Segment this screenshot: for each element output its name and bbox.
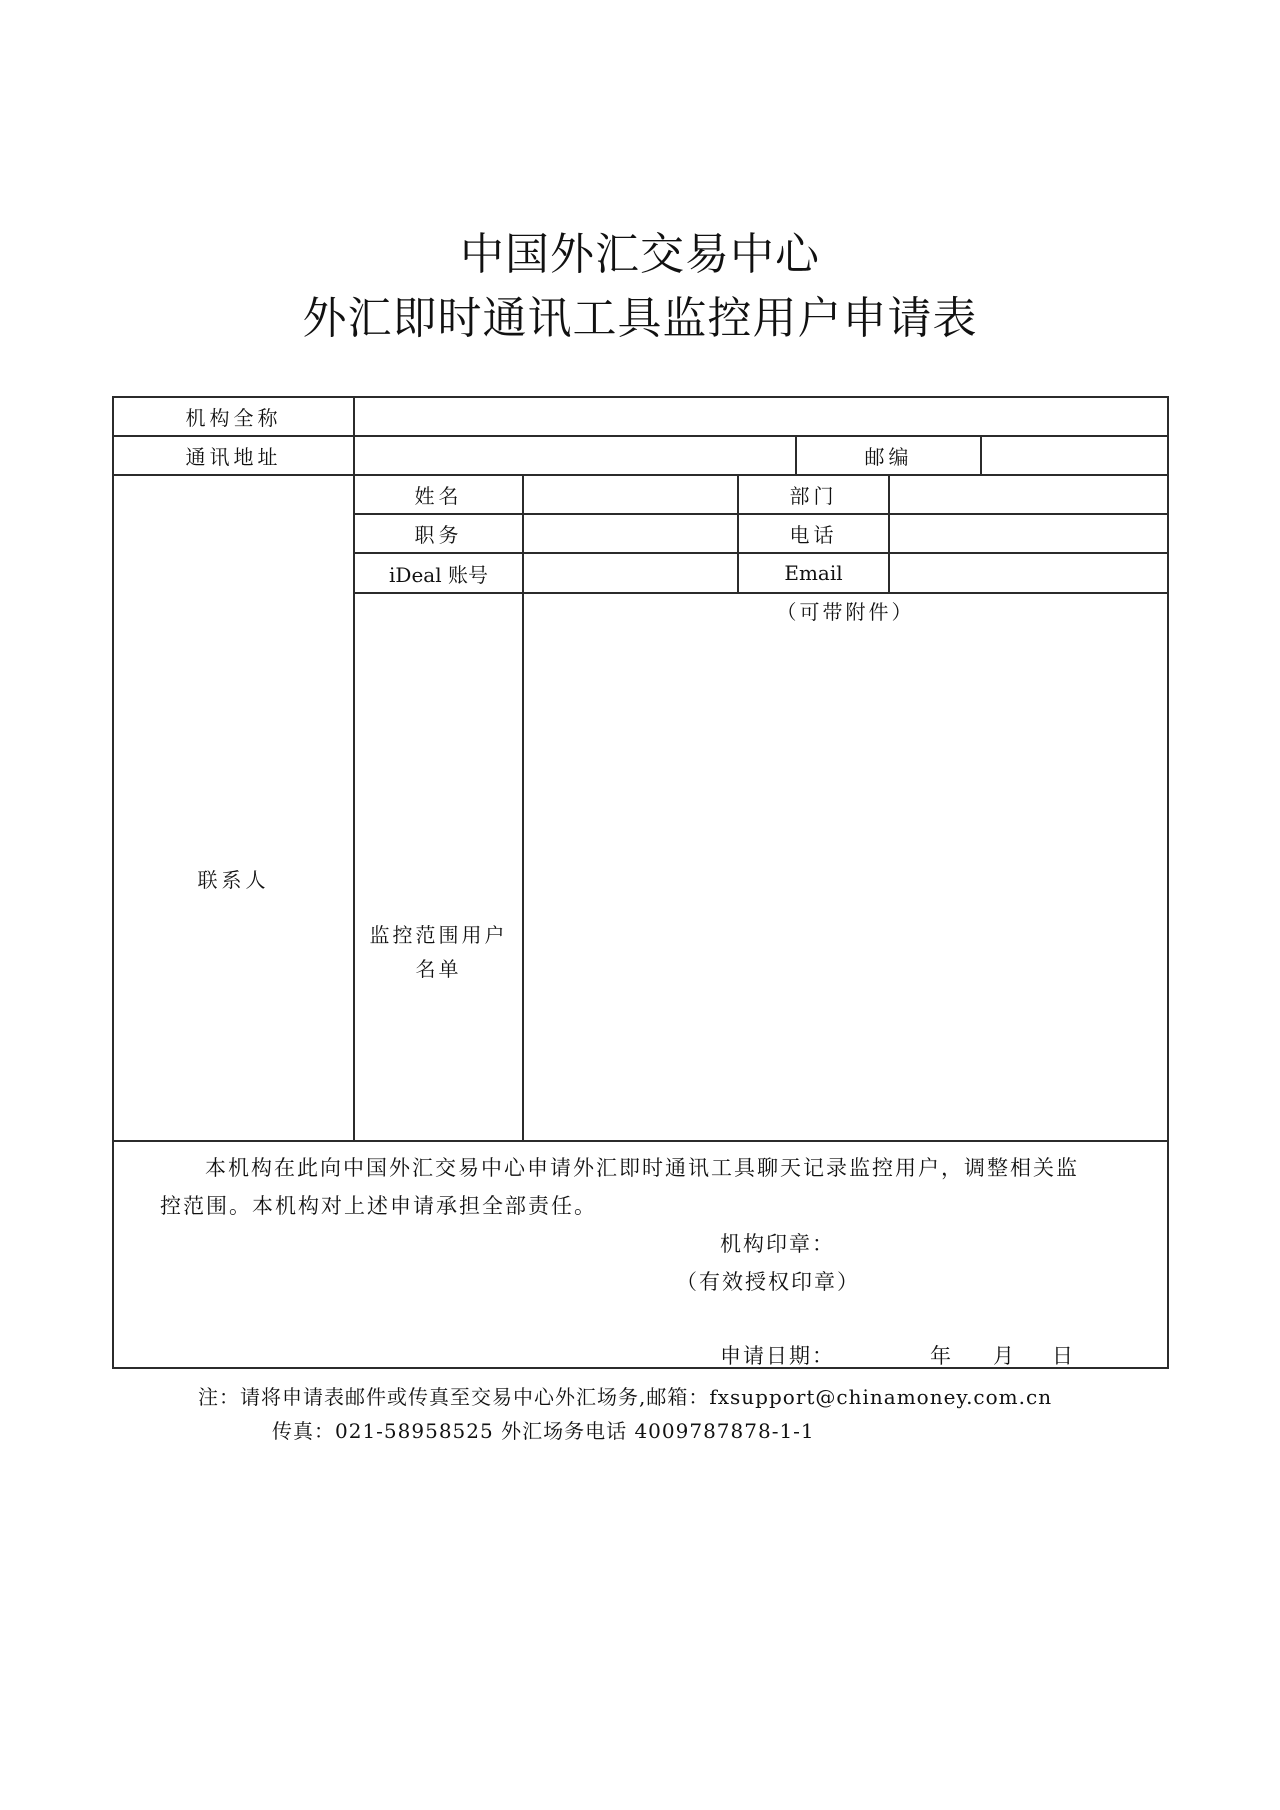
postcode-label: 邮编 [864, 445, 913, 469]
date-year-label: 年 [930, 1344, 953, 1368]
statement-line2: 控范围。本机构对上述申请承担全部责任。 [160, 1194, 597, 1218]
date-day-label: 日 [1052, 1344, 1075, 1368]
address-label: 通讯地址 [185, 445, 282, 469]
email-field[interactable] [890, 554, 1167, 592]
name-field[interactable] [524, 476, 737, 513]
contact-label: 联系人 [197, 867, 270, 892]
address-field[interactable] [355, 437, 795, 474]
footer-note-line2: 传真：021-58958525 外汇场务电话 4009787878-1-1 [272, 1419, 815, 1443]
name-label: 姓名 [414, 484, 463, 508]
statement-line1: 本机构在此向中国外汇交易中心申请外汇即时通讯工具聊天记录监控用户，调整相关监 [205, 1156, 1079, 1180]
monitor-list-label-line1: 监控范围用户 [369, 923, 508, 947]
dept-label: 部门 [789, 484, 838, 508]
date-label: 申请日期： [720, 1344, 835, 1368]
row-divider [112, 1140, 1169, 1142]
ideal-account-field[interactable] [524, 554, 737, 592]
ideal-account-label: iDeal 账号 [389, 562, 488, 587]
seal-label: 机构印章： [720, 1232, 835, 1256]
phone-field[interactable] [890, 515, 1167, 552]
org-name-field[interactable] [355, 398, 1167, 435]
position-field[interactable] [524, 515, 737, 552]
dept-field[interactable] [890, 476, 1167, 513]
table-border-right [1167, 396, 1169, 1369]
document-title-line1: 中国外汇交易中心 [460, 229, 820, 280]
footer-note-line1: 注：请将申请表邮件或传真至交易中心外汇场务,邮箱：fxsupport@chinamoney.com.cn [198, 1385, 1053, 1409]
monitor-list-label [355, 594, 522, 1140]
seal-hint: （有效授权印章） [676, 1270, 860, 1294]
monitor-list-field[interactable] [524, 594, 1167, 1140]
email-label: Email [784, 561, 843, 585]
document-title-line2: 外汇即时通讯工具监控用户申请表 [302, 293, 978, 344]
postcode-field[interactable] [982, 437, 1167, 474]
attachment-hint: （可带附件） [776, 600, 915, 624]
date-month-label: 月 [993, 1344, 1016, 1368]
monitor-list-label-line2: 名单 [415, 957, 462, 981]
phone-label: 电话 [789, 523, 838, 547]
position-label: 职务 [414, 523, 463, 547]
org-name-label: 机构全称 [185, 406, 282, 430]
